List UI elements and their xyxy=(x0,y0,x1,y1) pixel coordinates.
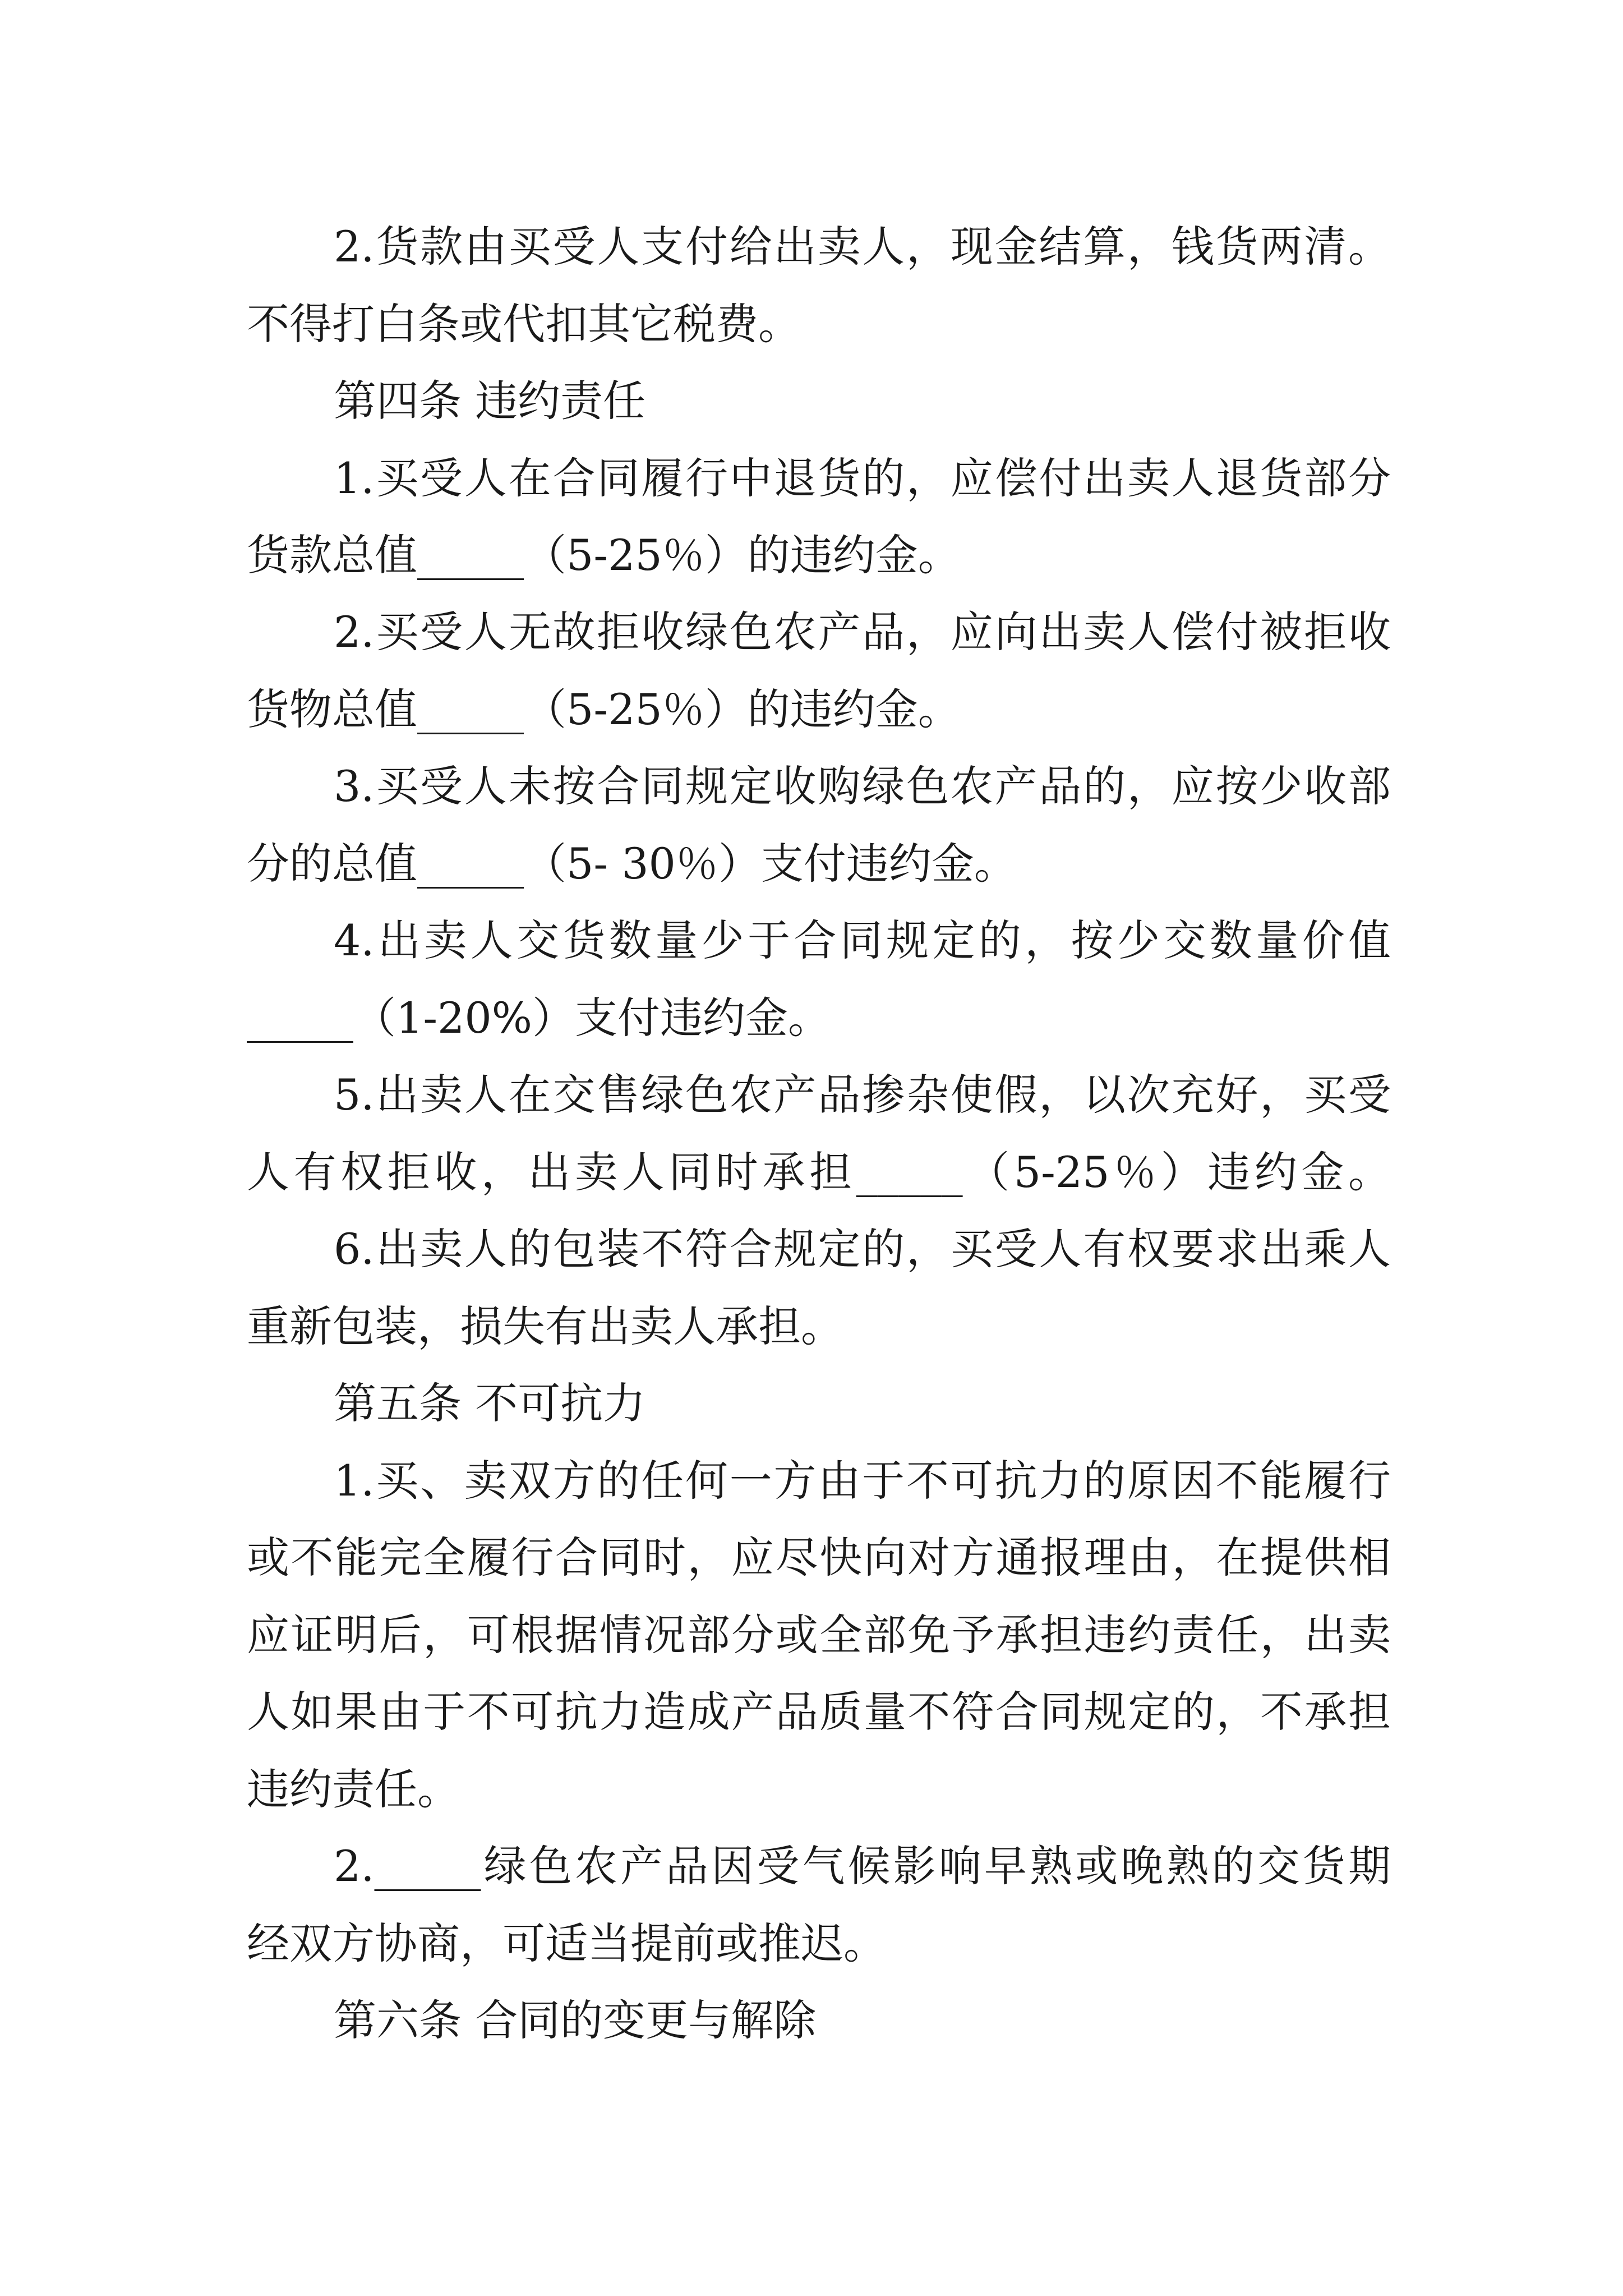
paragraph-line: 1.买受人在合同履行中退货的，应偿付出卖人退货部分 xyxy=(334,453,1391,503)
paragraph-line: 或不能完全履行合同时，应尽快向对方通报理由，在提供相 xyxy=(247,1533,1391,1582)
section-heading: 第五条 不可抗力 xyxy=(334,1378,646,1428)
paragraph-line: 违约责任。 xyxy=(247,1764,460,1814)
paragraph-line: 应证明后，可根据情况部分或全部免予承担违约责任，出卖 xyxy=(247,1610,1391,1660)
paragraph-line: 不得打白条或代扣其它税费。 xyxy=(247,299,801,349)
section-heading: 第六条 合同的变更与解除 xyxy=(334,1995,817,2045)
paragraph-line: 分的总值_____（5- 30％）支付违约金。 xyxy=(247,839,1017,889)
paragraph-line: 5.出卖人在交售绿色农产品掺杂使假，以次充好，买受 xyxy=(334,1070,1391,1120)
paragraph-line: 人有权拒收，出卖人同时承担_____（5-25％）违约金。 xyxy=(247,1147,1391,1197)
paragraph-line: 1.买、卖双方的任何一方由于不可抗力的原因不能履行 xyxy=(334,1456,1391,1506)
paragraph-line: 货物总值_____（5-25％）的违约金。 xyxy=(247,684,961,734)
paragraph-line: 经双方协商，可适当提前或推迟。 xyxy=(247,1918,886,1968)
paragraph-line: 重新包装，损失有出卖人承担。 xyxy=(247,1301,843,1351)
paragraph-line: 2._____绿色农产品因受气候影响早熟或晚熟的交货期 xyxy=(334,1841,1391,1891)
paragraph-line: 3.买受人未按合同规定收购绿色农产品的，应按少收部 xyxy=(334,761,1391,811)
paragraph-line: 2.货款由买受人支付给出卖人，现金结算，钱货两清。 xyxy=(334,222,1391,272)
paragraph-line: 人如果由于不可抗力造成产品质量不符合同规定的，不承担 xyxy=(247,1687,1391,1737)
paragraph-line: 6.出卖人的包装不符合规定的，买受人有权要求出乘人 xyxy=(334,1224,1391,1274)
paragraph-line: 4.出卖人交货数量少于合同规定的，按少交数量价值 xyxy=(334,915,1391,965)
paragraph-line: 货款总值_____（5-25％）的违约金。 xyxy=(247,530,961,580)
section-heading: 第四条 违约责任 xyxy=(334,376,646,426)
paragraph-line: _____（1-20%）支付违约金。 xyxy=(247,993,831,1043)
paragraph-line: 2.买受人无故拒收绿色农产品，应向出卖人偿付被拒收 xyxy=(334,607,1391,657)
